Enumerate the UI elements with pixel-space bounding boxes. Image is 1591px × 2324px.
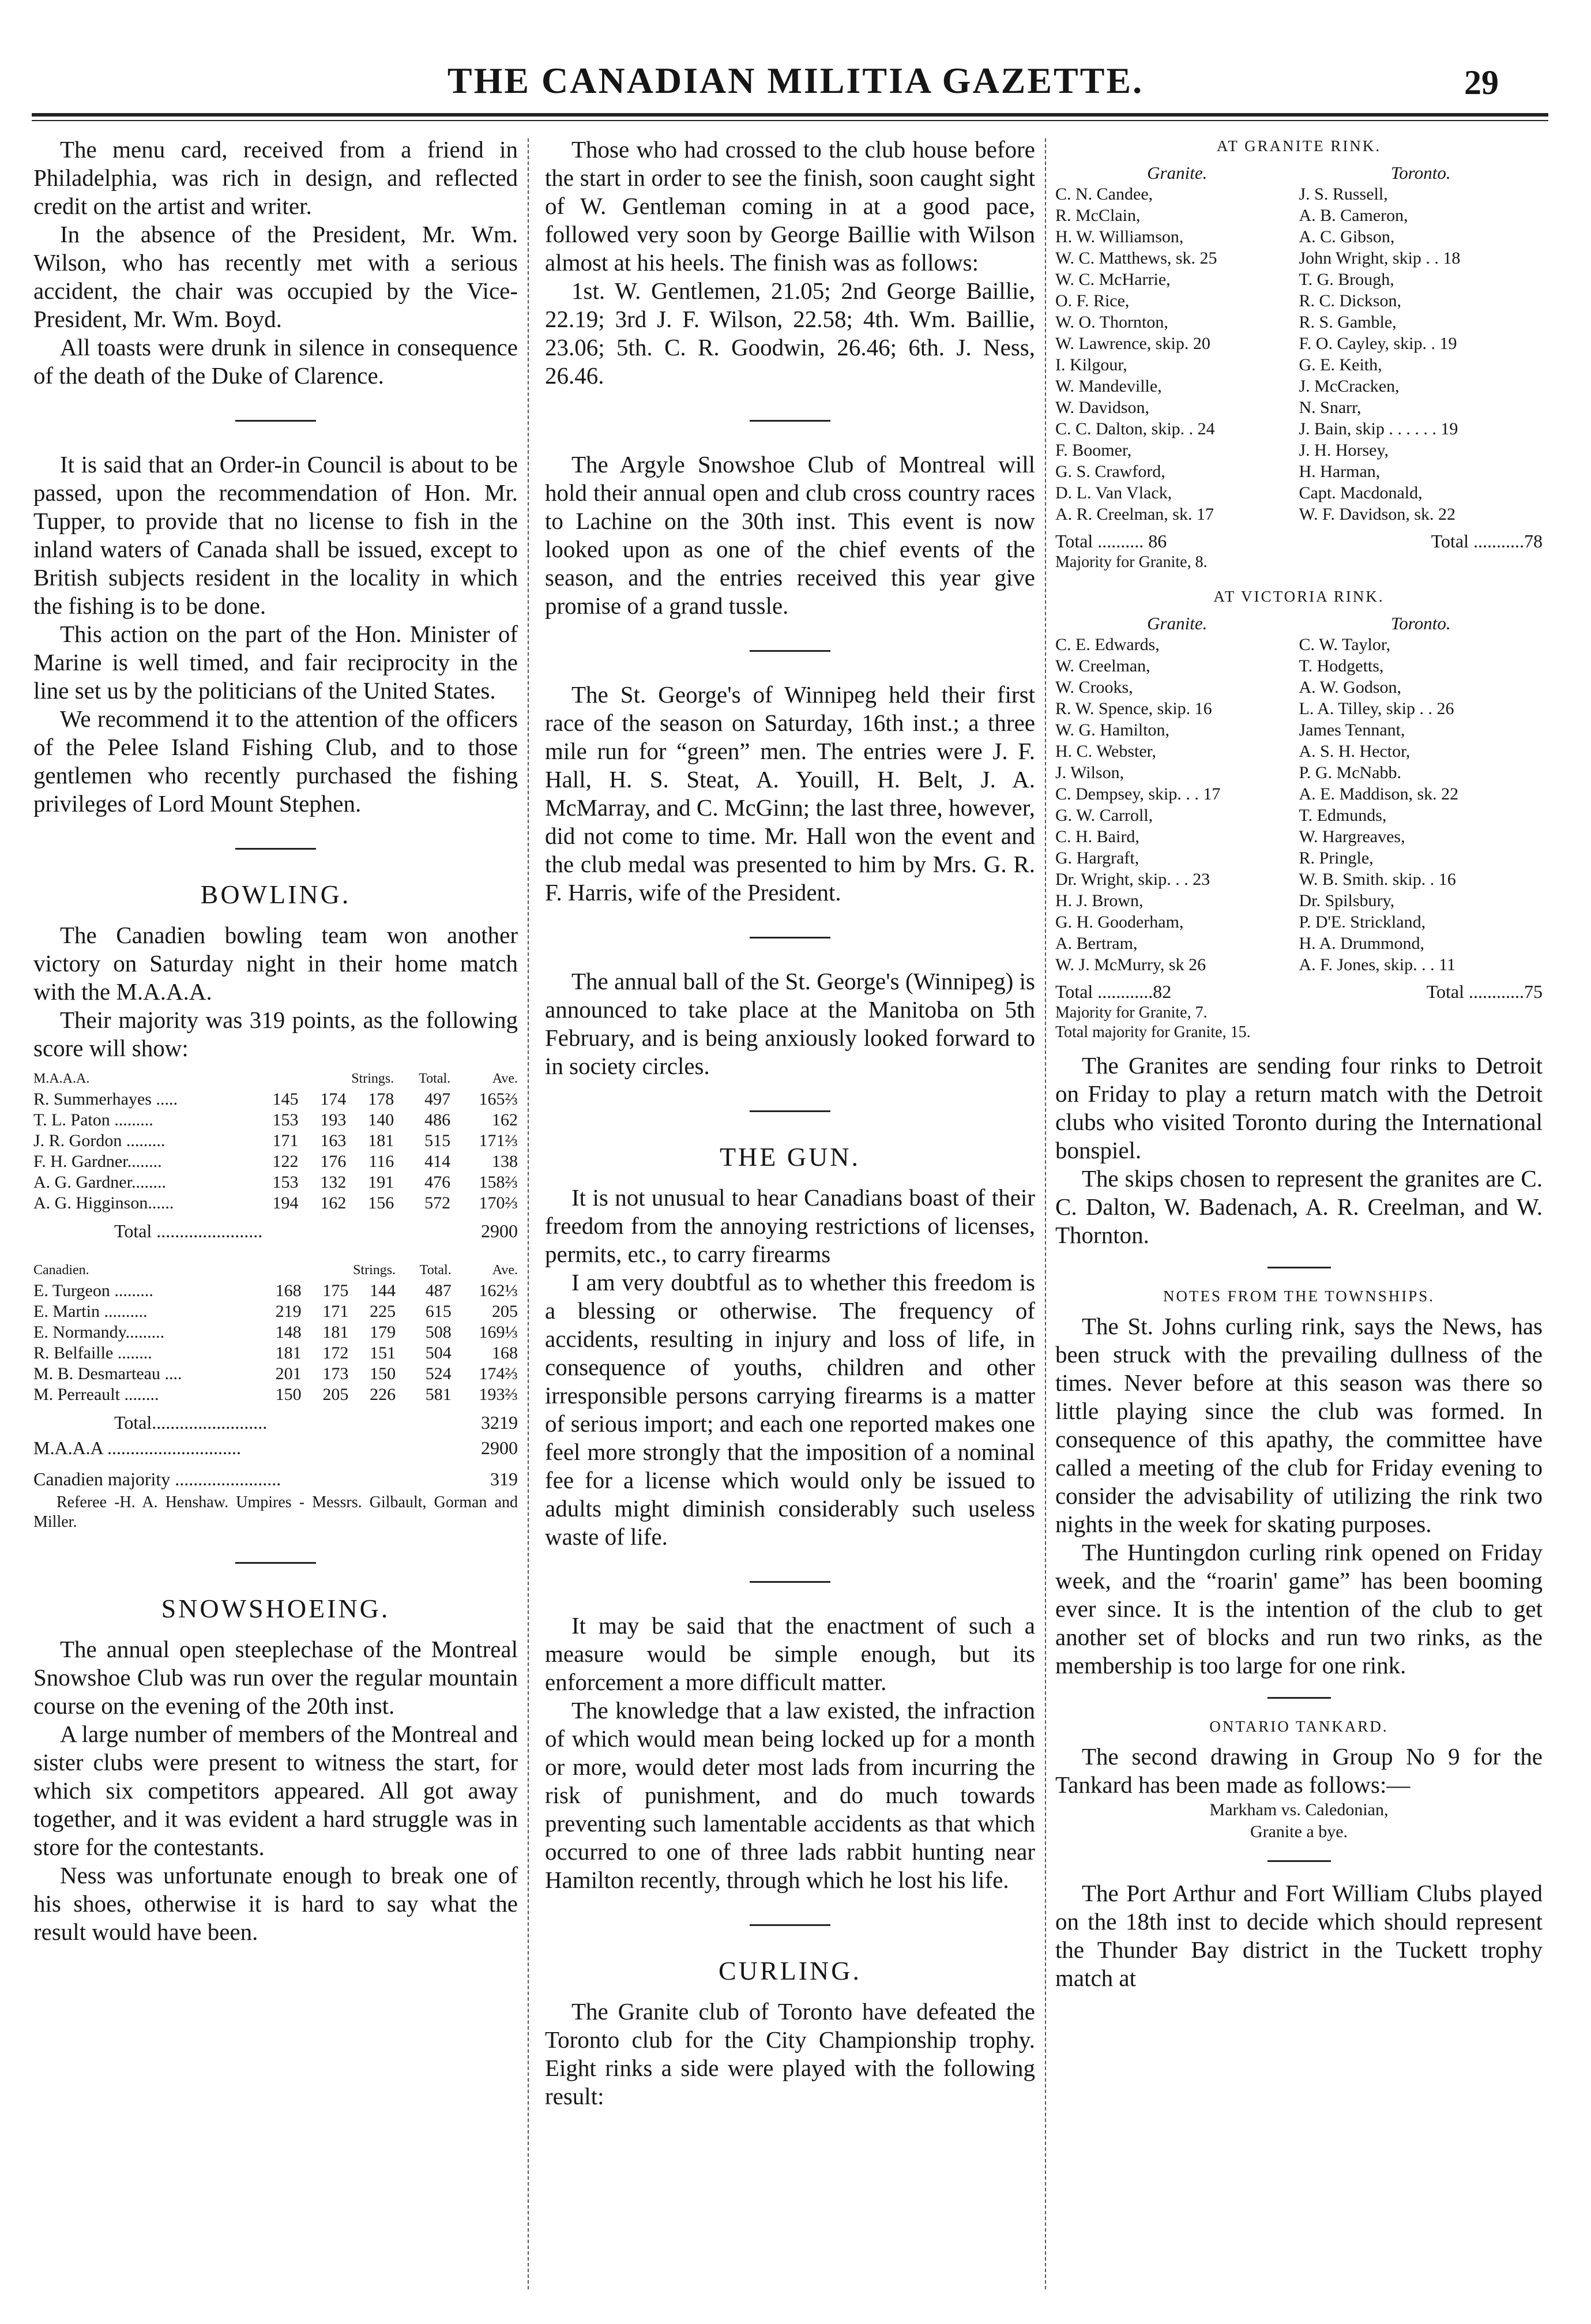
table-row bbox=[1055, 741, 1543, 762]
table-row bbox=[1055, 397, 1543, 418]
table-row bbox=[1055, 269, 1543, 290]
player-name: T. Edmunds, bbox=[1299, 806, 1387, 825]
table-row bbox=[33, 1343, 518, 1364]
table-row bbox=[1055, 698, 1543, 719]
player-name: A. C. Gibson, bbox=[1299, 227, 1395, 246]
score-cell: 205 bbox=[492, 1302, 518, 1321]
majority-line: Majority for Granite, 7. bbox=[1055, 1004, 1208, 1022]
player-name: A. W. Godson, bbox=[1299, 678, 1402, 697]
total-right: Total ...........78 bbox=[1431, 531, 1543, 551]
player-name: C. C. Dalton, skip. . 24 bbox=[1055, 419, 1215, 438]
table-row bbox=[1055, 205, 1543, 226]
player-name: A. B. Cameron, bbox=[1299, 206, 1408, 225]
player-name: A. R. Creelman, sk. 17 bbox=[1055, 505, 1214, 524]
score-cell: 153 bbox=[272, 1173, 299, 1192]
table-row bbox=[1055, 805, 1543, 826]
player-name: G. S. Crawford, bbox=[1055, 462, 1165, 481]
table-row bbox=[33, 1364, 518, 1384]
section-separator bbox=[750, 937, 830, 938]
score-cell: 226 bbox=[370, 1385, 396, 1404]
score-cell: 165⅔ bbox=[479, 1090, 518, 1109]
player-name: W. O. Thornton, bbox=[1055, 313, 1168, 332]
team-heading: Granite. bbox=[1147, 613, 1208, 633]
player-name: E. Turgeon ......... bbox=[33, 1281, 153, 1300]
article-paragraph: I am very doubtful as to whether this freedom is a blessing or otherwise. The frequency of accidents, resulting in injury and loss of life, in consequence of youths, children and other irresponsible persons carrying firearms is a matter of serious import; and each one reported makes one feel more strongly that the imposition of a nominal fee for a license which would only be issued to adults might diminish considerably such useless waste of life. bbox=[545, 1269, 1035, 1550]
player-name: C. N. Candee, bbox=[1055, 185, 1153, 204]
score-cell: 191 bbox=[368, 1173, 394, 1192]
article-paragraph: The Granites are sending four rinks to Detroit on Friday to play a return match with the Detroit clubs who visited Toronto during the International bonspiel. bbox=[1055, 1052, 1543, 1163]
player-name: W. B. Smith. skip. . 16 bbox=[1299, 870, 1456, 889]
article-paragraph: The St. Johns curling rink, says the News, has been struck with the prevailing dullness of the times. Never before at this season was there so little playing since the club was formed. In consequence of this apathy, the committee have called a meeting of the club for Friday evening to consider the advisability of utilizing the rink two nights in the week for skating purposes. bbox=[1055, 1313, 1543, 1537]
player-name: H. A. Drummond, bbox=[1299, 934, 1424, 953]
player-name: T. Hodgetts, bbox=[1299, 656, 1384, 675]
table-row bbox=[1055, 290, 1543, 311]
score-cell: 174⅔ bbox=[479, 1364, 518, 1383]
player-name: A. Bertram, bbox=[1055, 934, 1138, 953]
section-separator bbox=[235, 848, 316, 850]
officials-line: Referee -H. A. Henshaw. Umpires - Messrs. Gilbault, Gorman and Miller. bbox=[33, 1493, 518, 1531]
player-name: Dr. Spilsbury, bbox=[1299, 891, 1395, 910]
player-name: F. O. Cayley, skip. . 19 bbox=[1299, 334, 1457, 353]
article-paragraph: The annual ball of the St. George's (Winnipeg) is announced to take place at the Manitoba on 5th February, and is being anxiously looked forward to in society circles. bbox=[545, 968, 1035, 1079]
player-name: E. Martin .......... bbox=[33, 1302, 148, 1321]
player-name: Capt. Macdonald, bbox=[1299, 483, 1423, 502]
score-cell: 170⅔ bbox=[479, 1193, 518, 1212]
table-row bbox=[1055, 719, 1543, 741]
article-paragraph: The knowledge that a law existed, the infraction of which would mean being locked up for a month or more, would deter most lads from incurring the risk of punishment, and do much towards preventing such lamentable accidents as that which occurred to one of three lads rabbit hunting near Hamilton recently, through which he lost his life. bbox=[545, 1697, 1035, 1893]
table-header: Total. bbox=[419, 1263, 452, 1278]
score-cell: 508 bbox=[425, 1323, 452, 1342]
player-name: A. E. Maddison, sk. 22 bbox=[1299, 784, 1459, 804]
score-cell: 201 bbox=[275, 1364, 302, 1383]
score-cell: 132 bbox=[320, 1173, 347, 1192]
score-cell: 497 bbox=[424, 1090, 451, 1109]
table-row bbox=[1055, 762, 1543, 783]
player-name: W. Crooks, bbox=[1055, 678, 1133, 697]
score-cell: 171⅔ bbox=[479, 1131, 518, 1150]
score-cell: 572 bbox=[424, 1193, 451, 1212]
score-cell: 515 bbox=[424, 1131, 451, 1150]
table-row bbox=[1055, 461, 1543, 482]
score-cell: 181 bbox=[368, 1131, 394, 1150]
score-cell: 193⅔ bbox=[479, 1385, 518, 1404]
player-name: T. L. Paton ......... bbox=[33, 1110, 153, 1129]
player-name: J. S. Russell, bbox=[1299, 185, 1388, 204]
score-cell: 140 bbox=[368, 1110, 394, 1129]
score-table-canadien bbox=[33, 1260, 518, 1405]
player-name: C. E. Edwards, bbox=[1055, 635, 1160, 654]
player-name: P. G. McNabb. bbox=[1299, 763, 1401, 782]
player-name: W. Creelman, bbox=[1055, 656, 1150, 675]
player-name: R. Pringle, bbox=[1299, 848, 1374, 868]
player-name: W. Mandeville, bbox=[1055, 377, 1162, 396]
player-name: J. McCracken, bbox=[1299, 377, 1400, 396]
player-name: F. Boomer, bbox=[1055, 441, 1132, 460]
table-row bbox=[1055, 354, 1543, 376]
score-cell: 148 bbox=[275, 1323, 302, 1342]
player-name: N. Snarr, bbox=[1299, 398, 1361, 417]
player-name: R. Summerhayes ..... bbox=[33, 1090, 178, 1109]
score-cell: 122 bbox=[272, 1152, 299, 1171]
player-name: A. G. Gardner........ bbox=[33, 1173, 166, 1192]
team-heading: Granite. bbox=[1147, 163, 1208, 183]
score-cell: 156 bbox=[368, 1193, 394, 1212]
score-cell: 414 bbox=[424, 1152, 451, 1171]
table-row bbox=[1055, 504, 1543, 525]
score-cell: 487 bbox=[425, 1281, 452, 1300]
player-name: H. Harman, bbox=[1299, 462, 1381, 481]
article-paragraph: The Granite club of Toronto have defeated the Toronto club for the City Championship trophy. Eight rinks a side were played with the following result: bbox=[545, 1998, 1035, 2109]
majority-label: Canadien majority ....................... bbox=[33, 1469, 281, 1489]
masthead bbox=[0, 49, 1591, 112]
player-name: A. G. Higginson...... bbox=[33, 1193, 174, 1212]
table-row bbox=[33, 1131, 518, 1151]
section-heading-the-gun: THE GUN. bbox=[719, 1142, 861, 1172]
player-name: W. F. Davidson, sk. 22 bbox=[1299, 505, 1456, 524]
score-cell: 162⅓ bbox=[479, 1281, 518, 1300]
score-cell: 615 bbox=[425, 1302, 452, 1321]
header-rule bbox=[32, 113, 1548, 121]
score-cell: 150 bbox=[275, 1385, 302, 1404]
article-paragraph: The menu card, received from a friend in Philadelphia, was rich in design, and reflected credit on the artist and writer. bbox=[33, 136, 518, 219]
total-right: Total ............75 bbox=[1426, 981, 1543, 1002]
section-separator bbox=[750, 420, 830, 422]
table-header: Strings. bbox=[353, 1263, 396, 1278]
score-cell: 173 bbox=[322, 1364, 349, 1383]
table-row bbox=[1055, 911, 1543, 933]
score-cell: 193 bbox=[320, 1110, 347, 1129]
table-row bbox=[1055, 933, 1543, 954]
article-paragraph: Ness was unfortunate enough to break one of his shoes, otherwise it is hard to say what the result would have been. bbox=[33, 1862, 518, 1945]
score-cell: 181 bbox=[275, 1343, 302, 1362]
player-name: John Wright, skip . . 18 bbox=[1299, 249, 1461, 268]
score-cell: 205 bbox=[322, 1385, 349, 1404]
score-cell: 150 bbox=[370, 1364, 396, 1383]
player-name: T. G. Brough, bbox=[1299, 270, 1394, 289]
score-cell: 174 bbox=[320, 1090, 347, 1109]
table-row bbox=[33, 1193, 518, 1214]
article-paragraph: This action on the part of the Hon. Minister of Marine is well timed, and fair reciprocity in the line set us by the politicians of the United States. bbox=[33, 621, 518, 704]
page-number: 29 bbox=[1464, 63, 1499, 102]
score-cell: 171 bbox=[322, 1302, 349, 1321]
player-name: C. H. Baird, bbox=[1055, 827, 1139, 846]
total-value: 2900 bbox=[481, 1437, 518, 1458]
article-paragraph: All toasts were drunk in silence in consequence of the death of the Duke of Clarence. bbox=[33, 334, 518, 389]
table-row bbox=[1055, 847, 1543, 869]
player-name: Dr. Wright, skip. . . 23 bbox=[1055, 870, 1210, 889]
column-divider bbox=[1045, 138, 1046, 2289]
draw-line: Markham vs. Caledonian, bbox=[1209, 1800, 1389, 1819]
total-label: Total ....................... bbox=[114, 1221, 263, 1241]
player-name: P. D'E. Strickland, bbox=[1299, 913, 1426, 932]
player-name: J. H. Horsey, bbox=[1299, 441, 1389, 460]
player-name: D. L. Van Vlack, bbox=[1055, 483, 1172, 502]
table-row bbox=[33, 1110, 518, 1131]
section-heading-townships: NOTES FROM THE TOWNSHIPS. bbox=[1163, 1287, 1435, 1305]
player-name: G. H. Gooderham, bbox=[1055, 913, 1184, 932]
score-cell: 486 bbox=[424, 1110, 451, 1129]
score-cell: 153 bbox=[272, 1110, 299, 1129]
score-cell: 171 bbox=[272, 1131, 299, 1150]
score-cell: 169⅓ bbox=[479, 1323, 518, 1342]
total-label: M.A.A.A ............................. bbox=[33, 1437, 242, 1458]
table-row bbox=[33, 1172, 518, 1193]
article-paragraph: The St. George's of Winnipeg held their first race of the season on Saturday, 16th inst.; a three mile run for “green” men. The entries were J. F. Hall, H. S. Steat, A. Youill, H. Belt, J. A. McMarray, and C. McGinn; the last three, however, did not come to time. Mr. Hall won the event and the club medal was presented to him by Mrs. G. R. F. Harris, wife of the President. bbox=[545, 681, 1035, 906]
player-name: R. C. Dickson, bbox=[1299, 291, 1402, 310]
table-row bbox=[1055, 440, 1543, 461]
score-cell: 145 bbox=[272, 1090, 299, 1109]
table-row bbox=[33, 1322, 518, 1343]
player-name: I. Kilgour, bbox=[1055, 355, 1127, 374]
section-heading-bowling: BOWLING. bbox=[200, 880, 351, 909]
table-row bbox=[1055, 482, 1543, 504]
score-cell: 162 bbox=[320, 1193, 347, 1212]
score-cell: 504 bbox=[425, 1343, 452, 1362]
player-name: H. C. Webster, bbox=[1055, 742, 1156, 761]
newspaper-title: THE CANADIAN MILITIA GAZETTE. bbox=[447, 60, 1144, 101]
table-header: Canadien. bbox=[33, 1263, 89, 1278]
column-3 bbox=[1055, 136, 1543, 2301]
rink-totals bbox=[1055, 980, 1543, 1003]
section-separator bbox=[750, 1924, 830, 1926]
table-header: Ave. bbox=[492, 1071, 518, 1086]
player-name: R. W. Spence, skip. 16 bbox=[1055, 699, 1212, 718]
total-row bbox=[33, 1436, 518, 1459]
player-name: J. R. Gordon ......... bbox=[33, 1131, 166, 1150]
table-row bbox=[1055, 890, 1543, 911]
table-row bbox=[33, 1281, 518, 1301]
player-name: W. Hargreaves, bbox=[1299, 827, 1405, 846]
score-cell: 163 bbox=[320, 1131, 347, 1150]
table-row bbox=[1055, 376, 1543, 397]
player-name: C. Dempsey, skip. . . 17 bbox=[1055, 784, 1221, 804]
score-cell: 181 bbox=[322, 1323, 349, 1342]
team-heading: Toronto. bbox=[1390, 613, 1451, 633]
player-name: R. S. Gamble, bbox=[1299, 313, 1397, 332]
score-cell: 168 bbox=[492, 1343, 518, 1362]
rink-table-victoria bbox=[1055, 613, 1543, 975]
score-cell: 219 bbox=[275, 1302, 302, 1321]
score-cell: 168 bbox=[275, 1281, 302, 1300]
player-name: R. McClain, bbox=[1055, 206, 1141, 225]
column-divider bbox=[528, 138, 529, 2289]
table-row bbox=[1055, 954, 1543, 975]
table-row bbox=[1055, 183, 1543, 205]
player-name: C. W. Taylor, bbox=[1299, 635, 1391, 654]
article-paragraph: The Huntingdon curling rink opened on Friday week, and the “roarin' game” has been booming ever since. It is the intention of the club to get another set of blocks and run two rinks, as the membership is too large for one rink. bbox=[1055, 1539, 1543, 1679]
total-row bbox=[33, 1411, 518, 1434]
score-cell: 581 bbox=[425, 1385, 452, 1404]
article-paragraph: The annual open steeplechase of the Montreal Snowshoe Club was run over the regular mountain course on the evening of the 20th inst. bbox=[33, 1636, 518, 1719]
table-row bbox=[1055, 783, 1543, 805]
player-name: E. Normandy......... bbox=[33, 1323, 165, 1342]
player-name: R. Belfaille ........ bbox=[33, 1343, 152, 1362]
player-name: M. Perreault ........ bbox=[33, 1385, 159, 1404]
total-value: 2900 bbox=[481, 1221, 518, 1241]
total-row bbox=[33, 1219, 518, 1242]
article-paragraph: The Port Arthur and Fort William Clubs played on the 18th inst to decide which should represent the Thunder Bay district in the Tuckett trophy match at bbox=[1055, 1880, 1543, 1991]
rink-totals bbox=[1055, 530, 1543, 553]
table-row bbox=[1055, 226, 1543, 247]
article-paragraph: It may be said that the enactment of such a measure would be simple enough, but its enforcement a more difficult matter. bbox=[545, 1612, 1035, 1695]
article-paragraph: In the absence of the President, Mr. Wm. Wilson, who has recently met with a serious accident, the chair was occupied by the Vice-President, Mr. Wm. Boyd. bbox=[33, 221, 518, 332]
player-name: W. Davidson, bbox=[1055, 398, 1150, 417]
total-label: Total......................... bbox=[114, 1412, 268, 1433]
score-cell: 179 bbox=[370, 1323, 396, 1342]
article-paragraph: The second drawing in Group No 9 for the Tankard has been made as follows:— bbox=[1055, 1743, 1543, 1798]
team-heading: Toronto. bbox=[1390, 163, 1451, 183]
score-table-maaa bbox=[33, 1068, 518, 1214]
player-name: W. C. Matthews, sk. 25 bbox=[1055, 249, 1217, 268]
table-header: Ave. bbox=[492, 1263, 518, 1278]
section-heading-tankard: ONTARIO TANKARD. bbox=[1209, 1718, 1389, 1735]
score-cell: 158⅔ bbox=[479, 1173, 518, 1192]
section-separator bbox=[235, 420, 316, 422]
player-name: A. F. Jones, skip. . . 11 bbox=[1299, 955, 1456, 974]
total-majority-line: Total majority for Granite, 15. bbox=[1055, 1023, 1251, 1041]
player-name: A. S. H. Hector, bbox=[1299, 742, 1411, 761]
section-heading-snowshoeing: SNOWSHOEING. bbox=[161, 1594, 390, 1623]
table-header: M.A.A.A. bbox=[33, 1071, 90, 1086]
article-paragraph: It is said that an Order-in Council is about to be passed, upon the recommendation of Hon. Mr. Tupper, to provide that no license to fish in the inland waters of Canada shall be issued, except to British subjects resident in the locality in which the fishing is to be done. bbox=[33, 451, 518, 619]
table-row bbox=[1055, 418, 1543, 440]
score-cell: 524 bbox=[425, 1364, 452, 1383]
section-separator bbox=[1267, 1697, 1331, 1699]
score-cell: 194 bbox=[272, 1193, 299, 1212]
section-separator bbox=[1267, 1267, 1331, 1268]
article-paragraph: The skips chosen to represent the granites are C. C. Dalton, W. Badenach, A. R. Creelman, and W. Thornton. bbox=[1055, 1165, 1543, 1248]
article-paragraph: Those who had crossed to the club house before the start in order to see the finish, soon caught sight of W. Gentleman coming in at a good pace, followed very soon by George Baillie with Wilson almost at his heels. The finish was as follows: bbox=[545, 136, 1035, 276]
section-separator bbox=[750, 650, 830, 652]
score-cell: 144 bbox=[370, 1281, 396, 1300]
rink-table-granite bbox=[1055, 162, 1543, 525]
article-paragraph: The Canadien bowling team won another victory on Saturday night in their home match with the M.A.A.A. bbox=[33, 922, 518, 1005]
player-name: F. H. Gardner........ bbox=[33, 1152, 162, 1171]
table-row bbox=[1055, 869, 1543, 890]
table-row bbox=[1055, 634, 1543, 655]
player-name: L. A. Tilley, skip . . 26 bbox=[1299, 699, 1454, 718]
table-row bbox=[1055, 677, 1543, 698]
table-row bbox=[1055, 311, 1543, 333]
section-separator bbox=[750, 1110, 830, 1112]
table-row bbox=[33, 1089, 518, 1110]
rink-heading-victoria: AT VICTORIA RINK. bbox=[1213, 588, 1385, 605]
player-name: W. J. McMurry, sk 26 bbox=[1055, 955, 1206, 974]
table-header: Total. bbox=[419, 1071, 451, 1086]
table-row bbox=[1055, 247, 1543, 269]
score-cell: 178 bbox=[368, 1090, 394, 1109]
table-row bbox=[1055, 333, 1543, 354]
score-cell: 225 bbox=[370, 1302, 396, 1321]
table-row bbox=[1055, 655, 1543, 677]
player-name: H. J. Brown, bbox=[1055, 891, 1144, 910]
majority-value: 319 bbox=[490, 1469, 518, 1489]
draw-line: Granite a bye. bbox=[1250, 1822, 1348, 1841]
rink-heading-granite: AT GRANITE RINK. bbox=[1216, 137, 1382, 155]
player-name: James Tennant, bbox=[1299, 720, 1405, 739]
player-name: O. F. Rice, bbox=[1055, 291, 1130, 310]
score-cell: 151 bbox=[370, 1343, 396, 1362]
article-paragraph: Their majority was 319 points, as the following score will show: bbox=[33, 1007, 518, 1061]
section-separator bbox=[1267, 1860, 1331, 1862]
player-name: J. Wilson, bbox=[1055, 763, 1124, 782]
score-cell: 138 bbox=[492, 1152, 518, 1171]
article-paragraph: The Argyle Snowshoe Club of Montreal will hold their annual open and club cross country races to Lachine on the 30th inst. This event is now looked upon as one of the chief events of the season, and the entries received this year give promise of a grand tussle. bbox=[545, 451, 1035, 619]
player-name: W. Lawrence, skip. 20 bbox=[1055, 334, 1210, 353]
player-name: G. W. Carroll, bbox=[1055, 806, 1153, 825]
score-cell: 476 bbox=[424, 1173, 451, 1192]
player-name: H. W. Williamson, bbox=[1055, 227, 1184, 246]
total-left: Total ............82 bbox=[1055, 981, 1172, 1002]
majority-row bbox=[33, 1467, 518, 1490]
score-cell: 176 bbox=[320, 1152, 347, 1171]
player-name: J. Bain, skip . . . . . . 19 bbox=[1299, 419, 1458, 438]
total-value: 3219 bbox=[481, 1412, 518, 1433]
section-separator bbox=[750, 1581, 830, 1583]
table-row bbox=[1055, 826, 1543, 847]
section-heading-curling: CURLING. bbox=[719, 1956, 862, 1985]
article-paragraph: We recommend it to the attention of the officers of the Pelee Island Fishing Club, and to those gentlemen who recently purchased the fishing privileges of Lord Mount Stephen. bbox=[33, 705, 518, 817]
score-cell: 162 bbox=[492, 1110, 518, 1129]
score-cell: 172 bbox=[322, 1343, 349, 1362]
player-name: W. C. McHarrie, bbox=[1055, 270, 1171, 289]
total-left: Total .......... 86 bbox=[1055, 531, 1167, 551]
article-paragraph: It is not unusual to hear Canadians boast of their freedom from the annoying restrictions of licenses, permits, etc., to carry firearms bbox=[545, 1184, 1035, 1267]
player-name: W. G. Hamilton, bbox=[1055, 720, 1170, 739]
article-paragraph: A large number of members of the Montreal and sister clubs were present to witness the start, for which six competitors appeared. All got away together, and it was evident a hard struggle was in store for the contestants. bbox=[33, 1721, 518, 1860]
player-name: M. B. Desmarteau .... bbox=[33, 1364, 182, 1383]
majority-line: Majority for Granite, 8. bbox=[1055, 553, 1208, 571]
table-header: Strings. bbox=[351, 1071, 394, 1086]
table-row bbox=[33, 1151, 518, 1172]
score-cell: 116 bbox=[368, 1152, 394, 1171]
score-cell: 175 bbox=[322, 1281, 349, 1300]
table-row bbox=[33, 1384, 518, 1405]
section-separator bbox=[235, 1562, 316, 1564]
article-paragraph: 1st. W. Gentlemen, 21.05; 2nd George Baillie, 22.19; 3rd J. F. Wilson, 22.58; 4th. Wm. Baillie, 23.06; 5th. C. R. Goodwin, 26.46; 6th. J. Ness, 26.46. bbox=[545, 277, 1035, 389]
column-1 bbox=[33, 136, 518, 2301]
player-name: G. Hargraft, bbox=[1055, 848, 1139, 868]
column-2 bbox=[545, 136, 1035, 2301]
table-row bbox=[33, 1301, 518, 1322]
player-name: G. E. Keith, bbox=[1299, 355, 1382, 374]
